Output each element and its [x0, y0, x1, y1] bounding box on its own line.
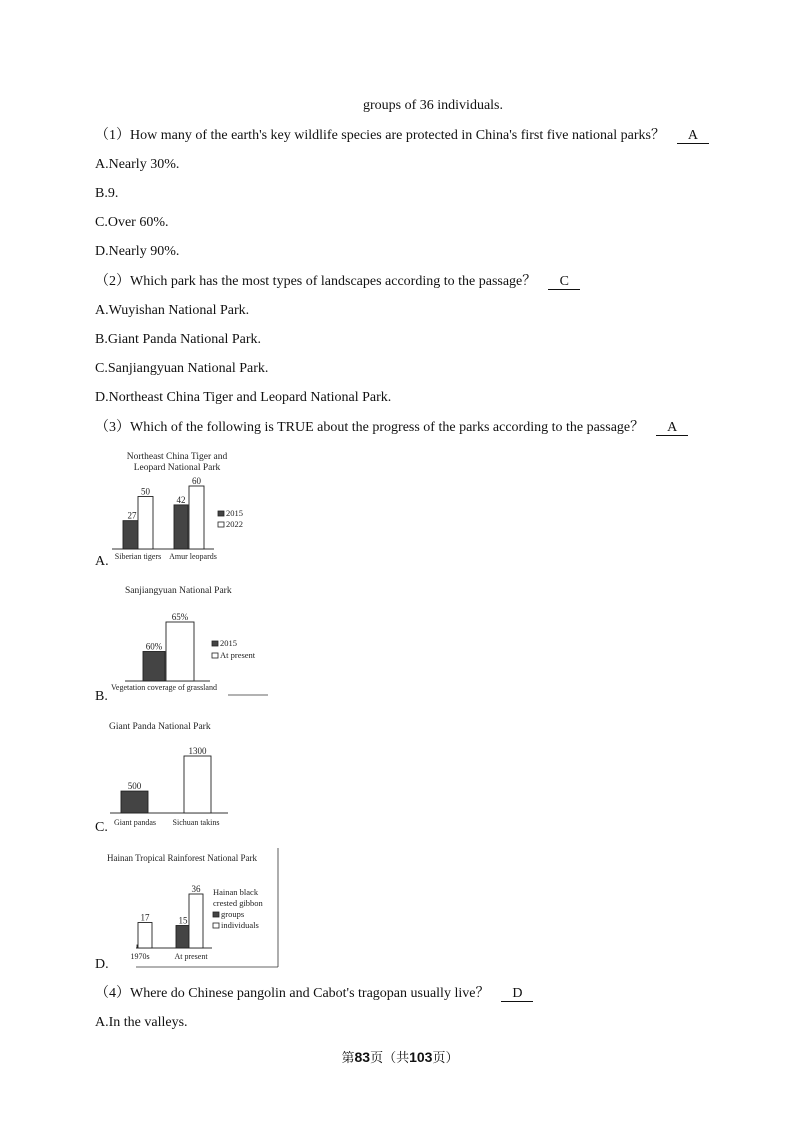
- chart-d-plot: [136, 884, 212, 948]
- chart-1-bar-0-0: [143, 652, 165, 682]
- chart-b-sanjiangyuan: [110, 582, 270, 702]
- chart-c-category-1: Sichuan takins: [172, 818, 220, 827]
- question-3-option-c-label: C.: [95, 820, 108, 835]
- chart-d-legend-title-line-2: crested gibbon: [213, 898, 263, 908]
- chart-a-title-line-1: Northeast China Tiger and: [126, 452, 228, 462]
- chart-c-category-0: Giant pandas: [114, 818, 156, 827]
- chart-b-legend-2015: 2015: [220, 638, 237, 648]
- chart-b-title: Sanjiangyuan National Park: [125, 586, 232, 596]
- question-2-option-b: B.Giant Panda National Park.: [95, 332, 262, 347]
- chart-0-bar-1-1: [189, 486, 204, 549]
- chart-c-giant-panda: [110, 718, 240, 830]
- chart-3-bar-1-0: [176, 926, 190, 949]
- chart-2-bar-0-0: [121, 791, 148, 813]
- question-3-option-b-label: B.: [95, 689, 108, 704]
- chart-a-legend-2015-swatch: [218, 511, 224, 516]
- footer-prefix: 第: [341, 1050, 355, 1065]
- chart-0-bar-0-1: [138, 497, 153, 550]
- chart-a-title-line-2: Leopard National Park: [133, 463, 221, 473]
- question-4: [95, 985, 533, 1003]
- chart-1-label-0-0: 60%: [145, 641, 163, 652]
- question-1-answer: A: [677, 128, 709, 144]
- chart-2-bar-1-0: [184, 756, 211, 813]
- question-2-option-c: C.Sanjiangyuan National Park.: [95, 361, 269, 376]
- question-1-option-b: B.9.: [95, 186, 119, 201]
- chart-3-bar-1-1: [189, 894, 203, 948]
- question-3-answer: A: [656, 420, 688, 436]
- chart-a-category-1: Amur leopards: [169, 552, 217, 561]
- question-2-option-d: D.Northeast China Tiger and Leopard National Park.: [95, 390, 392, 405]
- question-1: [95, 127, 709, 145]
- question-3-option-d-label: D.: [95, 957, 109, 972]
- chart-b-legend-2015-swatch: [212, 641, 218, 646]
- chart-0-bar-1-0: [174, 505, 188, 549]
- question-1-stem: （1）How many of the earth's key wildlife species are protected in China's first five national parks？: [95, 128, 665, 143]
- chart-3-bar-0-1: [138, 923, 152, 949]
- passage-continuation: groups of 36 individuals.: [363, 98, 503, 113]
- chart-1-label-0-1: 65%: [171, 612, 189, 622]
- chart-b-category-0: Vegetation coverage of grassland: [111, 683, 217, 692]
- question-4-stem: （4）Where do Chinese pangolin and Cabot's tragopan usually live？: [95, 986, 490, 1001]
- chart-d-legend-title-line-1: Hainan black: [213, 887, 259, 897]
- question-1-option-c: C.Over 60%.: [95, 215, 169, 230]
- chart-b-legend-present-swatch: [212, 653, 218, 658]
- footer-total-pages: 103: [409, 1049, 433, 1065]
- chart-0-label-0-0: 27: [127, 510, 137, 521]
- chart-d-hainan: [106, 848, 282, 968]
- question-1-option-a: A.Nearly 30%.: [95, 157, 180, 172]
- chart-a-svg: [110, 448, 260, 566]
- chart-d-legend-individuals-swatch: [213, 923, 219, 928]
- chart-d-category-1: At present: [174, 952, 208, 961]
- question-4-option-a: A.In the valleys.: [95, 1015, 188, 1030]
- page-footer: [0, 1047, 800, 1066]
- footer-page-number: 83: [354, 1049, 371, 1065]
- chart-c-plot: [110, 746, 228, 813]
- chart-d-category-0: 1970s: [130, 952, 150, 961]
- chart-a-category-0: Siberian tigers: [114, 552, 162, 561]
- chart-a-legend-2022: 2022: [226, 519, 243, 529]
- chart-a-tiger-leopard: [110, 448, 260, 566]
- question-4-answer: D: [501, 986, 533, 1002]
- question-2-stem: （2）Which park has the most types of landscapes according to the passage？: [95, 274, 537, 289]
- chart-d-legend-groups: groups: [221, 909, 245, 919]
- question-3-option-a-label: A.: [95, 554, 109, 569]
- chart-3-label-0-1: 17: [140, 912, 150, 923]
- chart-0-label-0-1: 50: [141, 486, 150, 497]
- chart-0-label-1-1: 60: [192, 476, 201, 486]
- chart-b-plot: [125, 612, 210, 681]
- chart-d-legend-individuals: individuals: [221, 920, 259, 930]
- chart-3-label-1-0: 15: [178, 915, 188, 926]
- question-3-stem: （3）Which of the following is TRUE about the progress of the parks according to the passage？: [95, 420, 645, 435]
- chart-d-legend-groups-swatch: [213, 912, 219, 917]
- footer-middle: 页（共: [370, 1050, 410, 1065]
- chart-1-bar-0-1: [166, 622, 194, 681]
- chart-d-title: Hainan Tropical Rainforest National Park: [107, 853, 257, 863]
- question-2-answer: C: [548, 274, 580, 290]
- question-2-option-a: A.Wuyishan National Park.: [95, 303, 250, 318]
- chart-2-label-1-0: 1300: [188, 746, 207, 756]
- chart-2-label-0-0: 500: [127, 781, 142, 792]
- chart-d-svg: [106, 848, 282, 968]
- chart-0-label-1-0: 42: [176, 494, 186, 505]
- chart-b-legend-present: At present: [220, 650, 256, 660]
- question-2: [95, 273, 580, 291]
- chart-3-label-1-1: 36: [191, 884, 201, 894]
- question-3: [95, 419, 688, 437]
- footer-suffix: 页）: [432, 1050, 459, 1065]
- chart-b-svg: [110, 582, 270, 702]
- question-1-option-d: D.Nearly 90%.: [95, 244, 180, 259]
- chart-a-legend-2015: 2015: [226, 508, 243, 518]
- chart-c-title: Giant Panda National Park: [109, 722, 211, 732]
- chart-c-svg: [110, 718, 240, 830]
- chart-a-plot: [112, 476, 214, 549]
- chart-a-legend-2022-swatch: [218, 522, 224, 527]
